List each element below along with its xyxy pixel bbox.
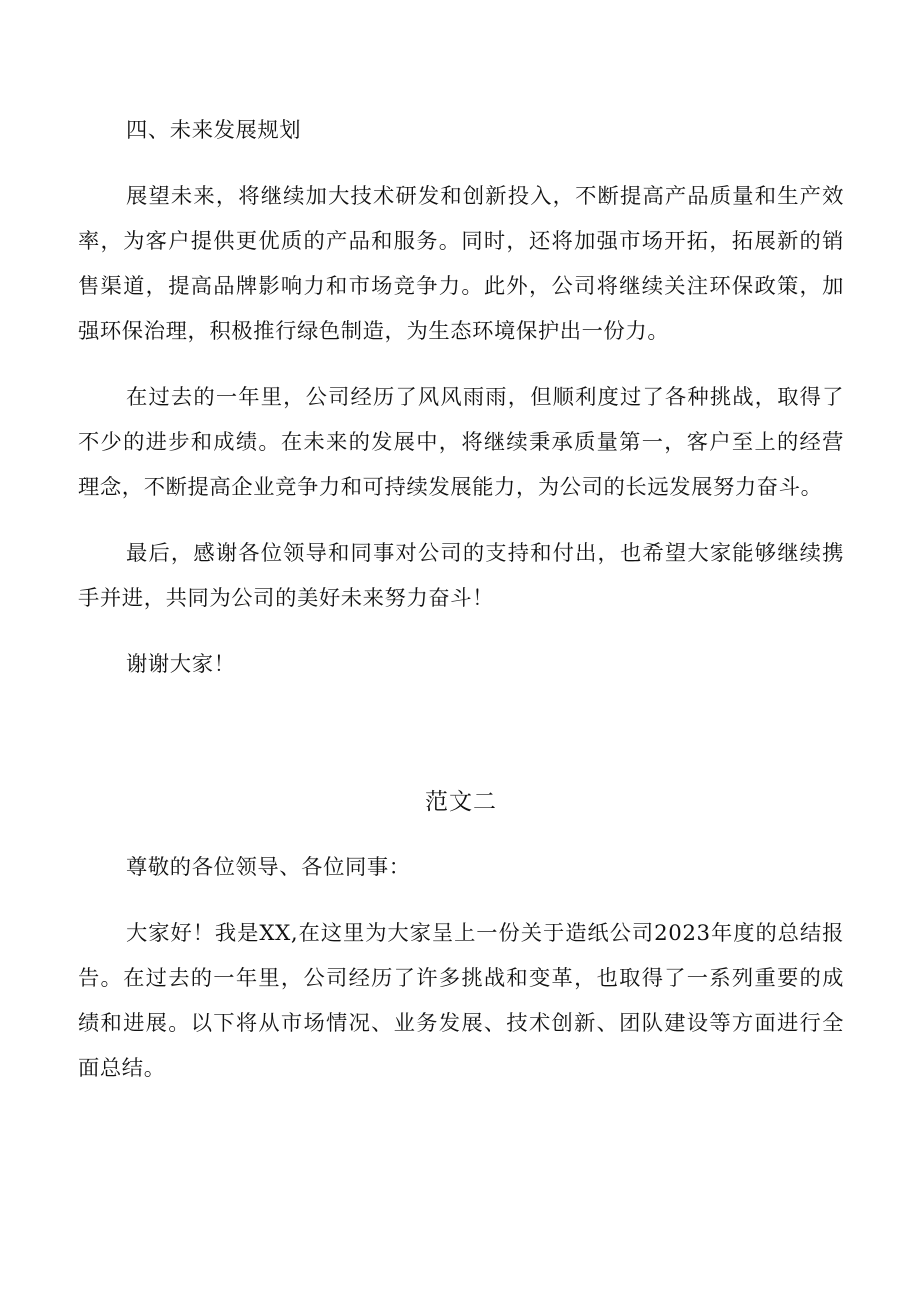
paragraph-thanks: 最后，感谢各位领导和同事对公司的支持和付出，也希望大家能够继续携手并进，共同为公司的美好未来努力奋斗！ xyxy=(78,541,844,611)
paragraph-closing: 谢谢大家！ xyxy=(126,652,236,677)
paragraph-future-plan: 展望未来，将继续加大技术研发和创新投入，不断提高产品质量和生产效率，为客户提供更优质的产品和服务。同时，还将加强市场开拓，拓展新的销售渠道，提高品牌影响力和市场竞争力。此外，公司将继续关注环保政策，加强环保治理，积极推行绿色制造，为生态环境保护出一份力。 xyxy=(78,184,844,344)
document-body xyxy=(78,108,844,1091)
section-heading: 四、未来发展规划 xyxy=(126,118,302,143)
sample-title: 范文二 xyxy=(425,789,497,815)
paragraph-year-review: 在过去的一年里，公司经历了风风雨雨，但顺利度过了各种挑战，取得了不少的进步和成绩。在未来的发展中，将继续秉承质量第一，客户至上的经营理念，不断提高企业竞争力和可持续发展能力，为公司的长远发展努力奋斗。 xyxy=(78,385,844,500)
salutation: 尊敬的各位领导、各位同事： xyxy=(126,855,411,880)
paragraph-intro: 大家好！我是XX,在这里为大家呈上一份关于造纸公司2023年度的总结报告。在过去的一年里，公司经历了许多挑战和变革，也取得了一系列重要的成绩和进展。以下将从市场情况、业务发展、技术创新、团队建设等方面进行全面总结。 xyxy=(78,921,844,1081)
